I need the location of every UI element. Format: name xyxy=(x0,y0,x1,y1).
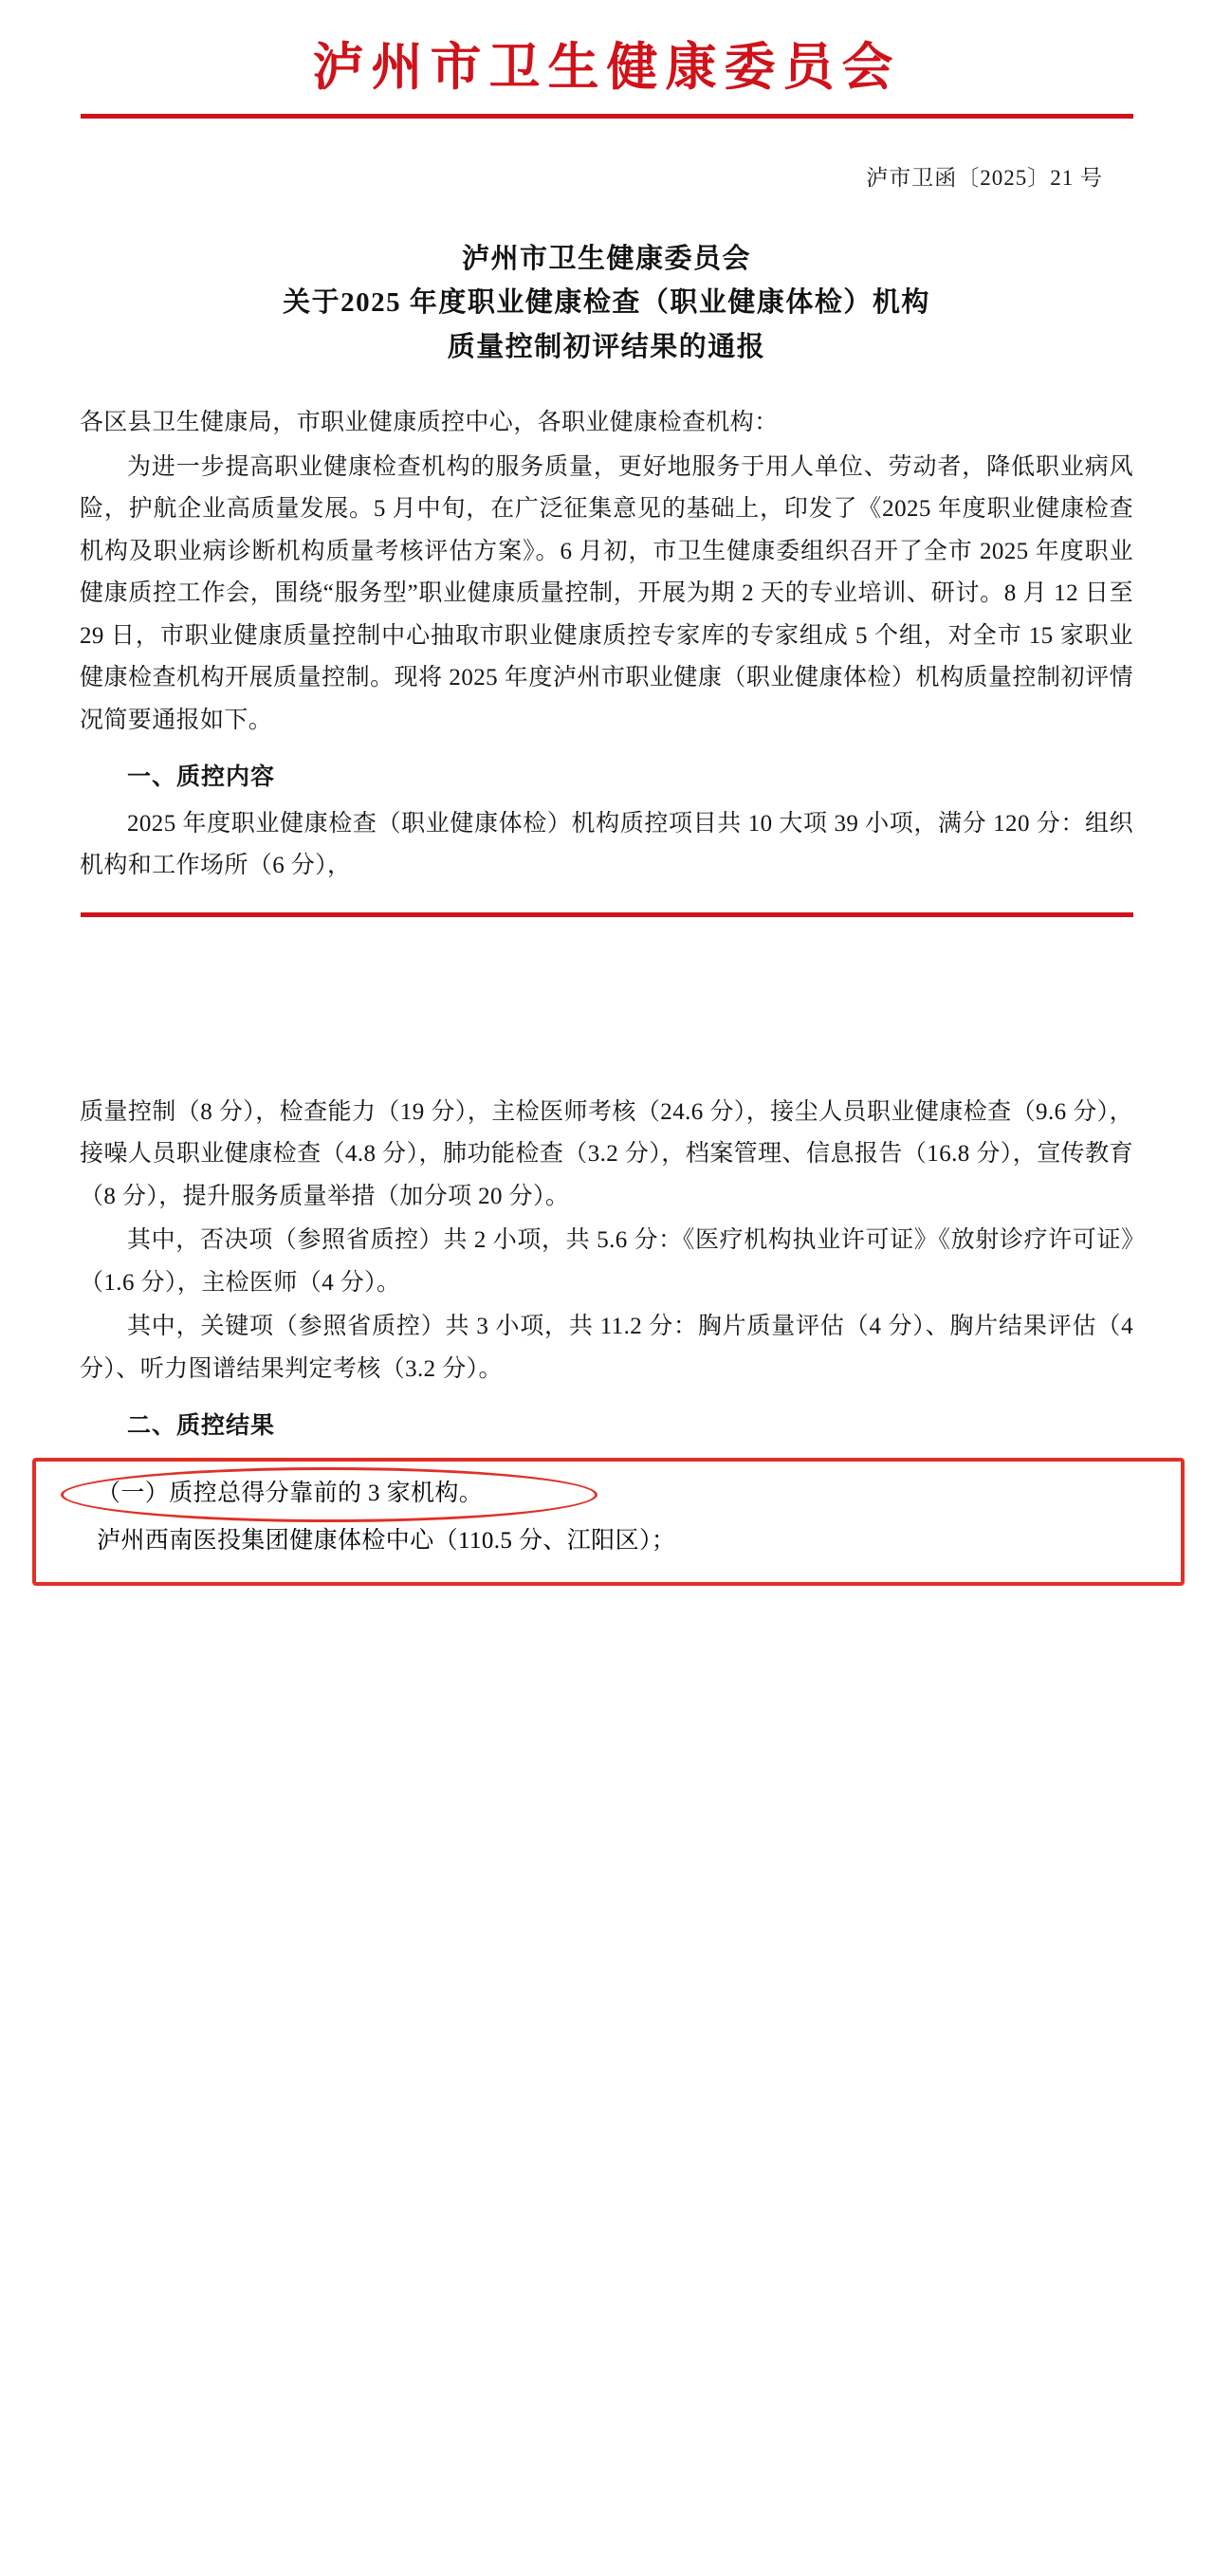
section-1-paragraph-2: 其中，否决项（参照省质控）共 2 小项，共 5.6 分：《医疗机构执业许可证》《放射诊疗许可证》（1.6 分），主检医师（4 分）。 xyxy=(80,1227,1133,1296)
intro-paragraph: 为进一步提高职业健康检查机构的服务质量，更好地服务于用人单位、劳动者，降低职业病风险，护航企业高质量发展。5 月中旬，在广泛征集意见的基础上，印发了《2025 年度职业健康检查机构及职业病诊断机构质量考核评估方案》。6 月初，市卫生健康委组织召开了全市 2025 年度职业健康质控工作会，围绕“服务型”职业健康质量控制，开展为期 2 天的专业培训、研讨。8 月 12 日至 29 日，市职业健康质量控制中心抽取市职业健康质控专家库的专家组成 5 个组，对全市 15 家职业健康检查机构开展质量控制。现将 2025 年度泸州市职业健康（职业健康体检）机构质量控制初评情况简要通报如下。 xyxy=(80,453,1133,733)
issuing-organization-title: 泸州市卫生健康委员会 xyxy=(312,39,901,96)
bottom-spacer xyxy=(0,1586,1213,1614)
title-line-2: 关于2025 年度职业健康检查（职业健康体检）机构 xyxy=(283,287,930,319)
header-red-rule xyxy=(81,114,1133,119)
results-item-top-three: （一）质控总得分靠前的 3 家机构。 xyxy=(97,1480,484,1506)
document-title-block xyxy=(0,237,1213,371)
section-heading-quality-control-content: 一、质控内容 xyxy=(127,764,276,791)
title-line-1: 泸州市卫生健康委员会 xyxy=(461,243,751,274)
ellipse-annotation-wrap xyxy=(49,1473,1167,1516)
page-break-gap xyxy=(0,917,1213,1059)
results-institution-line-1: 泸州西南医投集团健康体检中心（110.5 分、江阳区）； xyxy=(97,1528,676,1555)
page-break-band xyxy=(0,912,1213,1059)
section-1-paragraph-1-part-2: 质量控制（8 分），检查能力（19 分），主检医师考核（24.6 分），接尘人员职业健康检查（9.6 分），接噪人员职业健康检查（4.8 分），肺功能检查（3.2 分），档案管理、信息报告（16.8 分），宣传教育（8 分），提升服务质量举措（加分项 20 分）。 xyxy=(80,1098,1133,1209)
highlighted-results-callout xyxy=(32,1458,1185,1586)
section-heading-quality-control-results: 二、质控结果 xyxy=(127,1413,276,1440)
title-line-3: 质量控制初评结果的通报 xyxy=(447,332,766,363)
document-body-page-2 xyxy=(80,1092,1133,1448)
section-1-paragraph-3: 其中，关键项（参照省质控）共 3 小项，共 11.2 分：胸片质量评估（4 分）、胸片结果评估（4 分）、听力图谱结果判定考核（3.2 分）。 xyxy=(80,1314,1133,1382)
document-number: 泸市卫函〔2025〕21 号 xyxy=(866,165,1103,190)
document-header xyxy=(0,0,1213,192)
addressee-line: 各区县卫生健康局，市职业健康质控中心，各职业健康检查机构： xyxy=(80,410,779,436)
section-1-paragraph-1-part-1: 2025 年度职业健康检查（职业健康体检）机构质控项目共 10 大项 39 小项，满分 120 分：组织机构和工作场所（6 分）， xyxy=(80,810,1133,879)
document-body-page-1 xyxy=(80,402,1133,888)
